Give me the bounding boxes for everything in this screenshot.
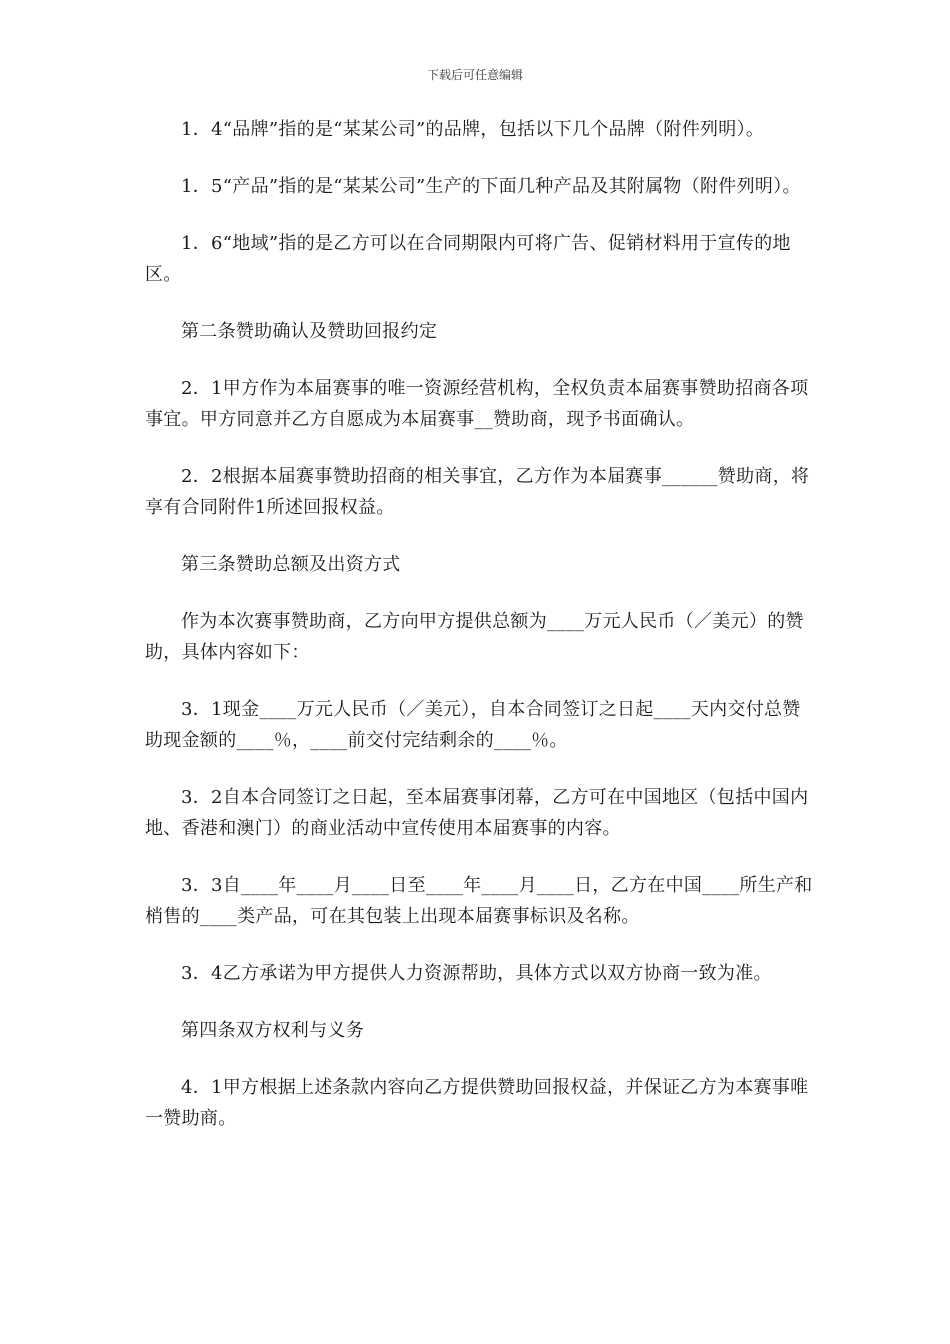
article-3-intro: 作为本次赛事赞助商，乙方向甲方提供总额为____万元人民币（／美元）的赞助，具体内容如下： (145, 611, 804, 663)
clause-3-4: 3．4乙方承诺为甲方提供人力资源帮助，具体方式以双方协商一致为准。 (181, 963, 772, 984)
article-3-heading: 第三条赞助总额及出资方式 (181, 554, 401, 575)
clause-3-2: 3．2自本合同签订之日起，至本届赛事闭幕，乙方可在中国地区（包括中国内地、香港和澳门）的商业活动中宣传使用本届赛事的内容。 (145, 787, 809, 839)
clause-1-5: 1．5“产品”指的是“某某公司”生产的下面几种产品及其附属物（附件列明）。 (181, 176, 801, 197)
clause-3-1: 3．1现金____万元人民币（／美元），自本合同签订之日起____天内交付总赞助现金额的____％，____前交付完结剩余的____％。 (145, 699, 801, 751)
clause-1-4: 1．4“品牌”指的是“某某公司”的品牌，包括以下几个品牌（附件列明）。 (181, 119, 765, 140)
clause-1-6: 1．6“地域”指的是乙方可以在合同期限内可将广告、促销材料用于宣传的地区。 (145, 233, 791, 285)
page-header: 下载后可任意编辑 (426, 68, 523, 82)
article-4-heading: 第四条双方权利与义务 (181, 1020, 364, 1041)
clause-2-2: 2．2根据本届赛事赞助招商的相关事宜，乙方作为本届赛事______赞助商，将享有合同附件1所述回报权益。 (145, 466, 810, 518)
document-body (145, 114, 815, 1160)
clause-4-1: 4．1甲方根据上述条款内容向乙方提供赞助回报权益，并保证乙方为本赛事唯一赞助商。 (145, 1077, 809, 1129)
article-2-heading: 第二条赞助确认及赞助回报约定 (181, 321, 438, 342)
clause-2-1: 2．1甲方作为本届赛事的唯一资源经营机构，全权负责本届赛事赞助招商各项事宜。甲方同意并乙方自愿成为本届赛事__赞助商，现予书面确认。 (145, 378, 809, 430)
clause-3-3: 3．3自____年____月____日至____年____月____日，乙方在中国____所生产和梢售的____类产品，可在其包装上出现本届赛事标识及名称。 (145, 875, 813, 927)
